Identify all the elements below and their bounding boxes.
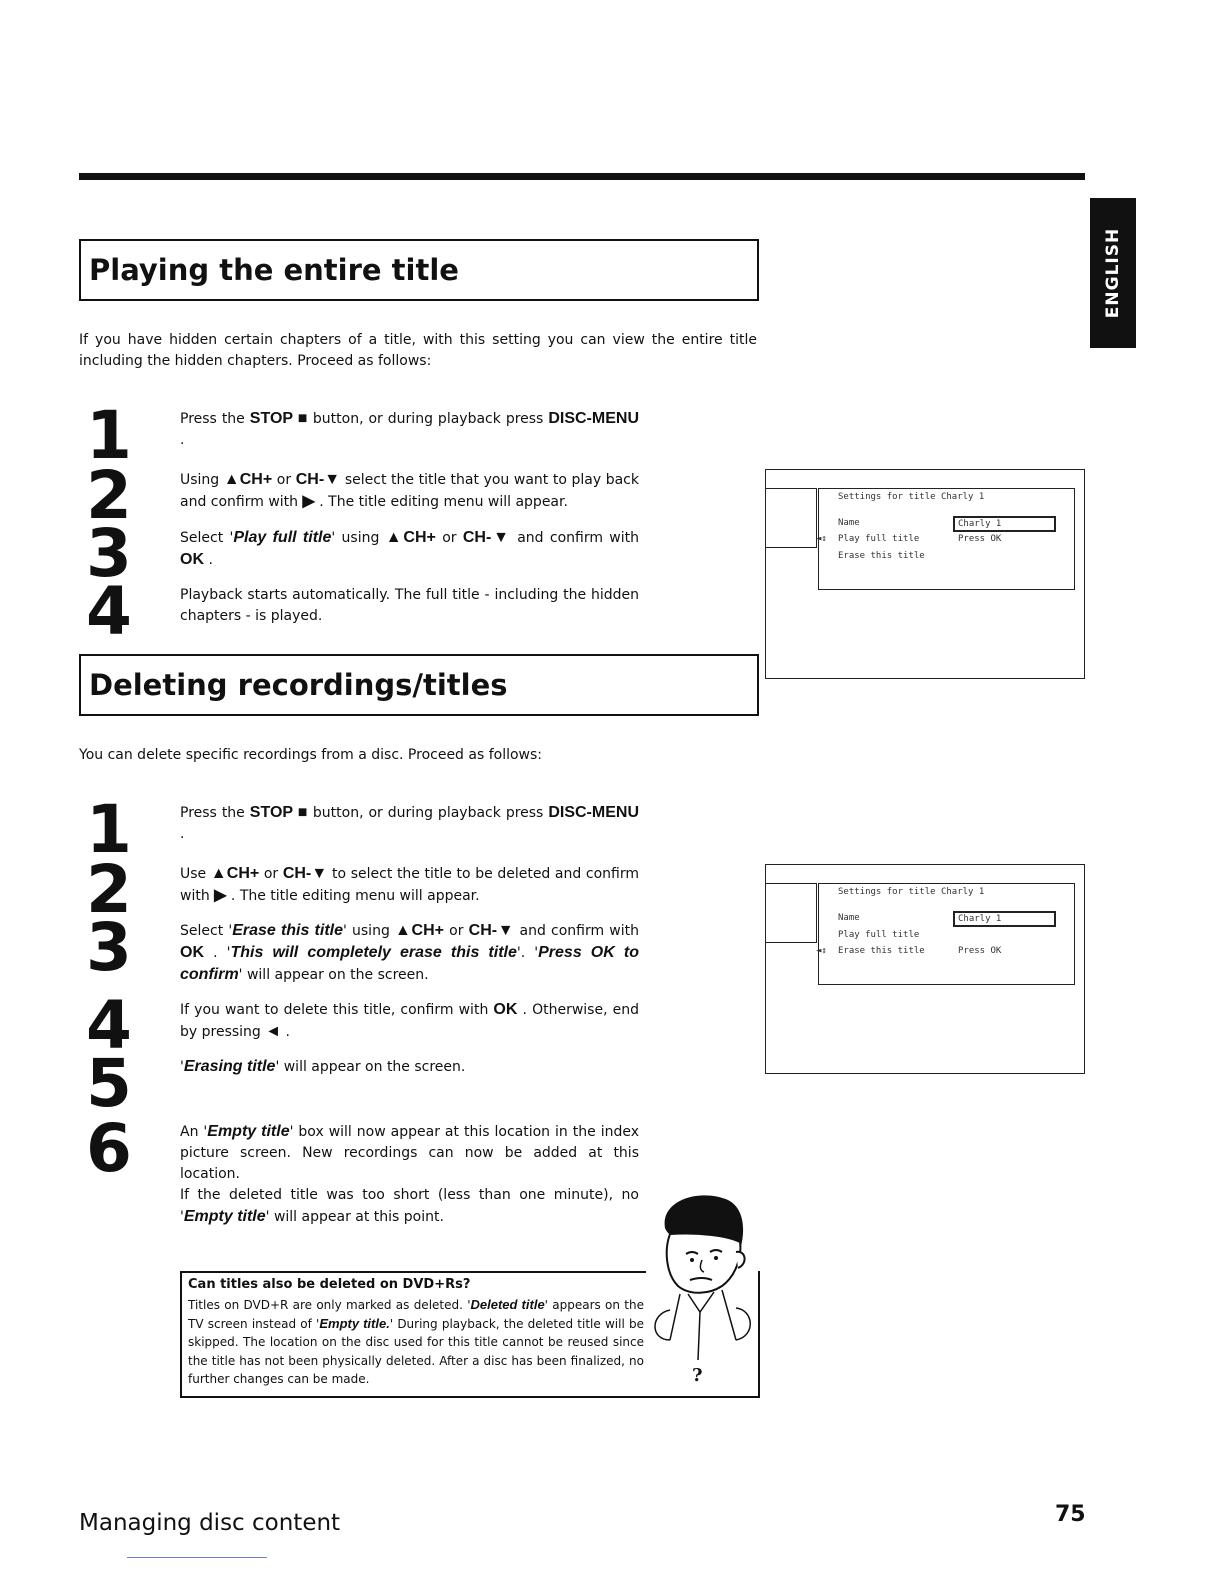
step-text: Press the STOP ■ button, or during playback press DISC-MENU .: [180, 804, 639, 842]
step-text: Use ▲CH+ or CH-▼ to select the title to be deleted and confirm with ▶ . The title editing menu will appear.: [180, 865, 639, 904]
tip-question: Can titles also be deleted on DVD+Rs?: [188, 1277, 471, 1292]
selection-arrow-icon: ◄↕: [816, 946, 827, 956]
step-text: An 'Empty title' box will now appear at this location in the index picture screen. New recordings can now be added at this location. If the deleted title was too short (less than one minute), no 'Empty title' will appear at this point.: [180, 1123, 639, 1225]
step-text: Press the STOP ■ button, or during playback press DISC-MENU .: [180, 410, 639, 448]
step-text: 'Erasing title' will appear on the screen.: [180, 1058, 466, 1075]
section-intro: If you have hidden certain chapters of a title, with this setting you can view the entire title including the hidden chapters. Proceed as follows:: [79, 332, 757, 369]
osd-item-action: Press OK: [958, 534, 1002, 544]
osd-header: Settings for title Charly 1: [838, 492, 985, 502]
disc-menu-key: DISC-MENU: [548, 804, 639, 821]
stop-key: STOP ■: [249, 804, 308, 821]
osd-name-field: Charly 1: [953, 911, 1056, 927]
osd-item-play-full: Play full title: [838, 534, 920, 544]
step-number: 1: [86, 397, 132, 474]
play-arrow-icon: ▶: [302, 493, 315, 510]
tip-answer: Titles on DVD+R are only marked as deleted. 'Deleted title' appears on the TV screen instead of 'Empty title.' During playback, the deleted title will be skipped. The location on the disc used for this title cannot be reused since the title has not been physically deleted. After a disc has been finalized, no further changes can be made.: [188, 1297, 644, 1386]
ch-up-key: ▲CH+: [385, 529, 436, 546]
ok-key: OK: [180, 944, 204, 961]
section-heading-box: [79, 239, 759, 301]
osd-item-play-full: Play full title: [838, 930, 920, 940]
ch-up-key: ▲CH+: [395, 922, 444, 939]
step-number: 5: [86, 1045, 132, 1122]
ch-down-key: CH-▼: [282, 865, 328, 882]
selection-bracket: [766, 488, 817, 548]
osd-item-erase: Erase this title: [838, 946, 925, 956]
ch-up-key: ▲CH+: [223, 471, 273, 488]
question-mark: ?: [692, 1365, 703, 1386]
step-text: Using ▲CH+ or CH-▼ select the title that you want to play back and confirm with ▶ . The title editing menu will appear.: [180, 471, 639, 510]
ok-key: OK: [180, 551, 204, 568]
tv-screen-illustration: [765, 469, 1085, 679]
step-text: Select 'Play full title' using ▲CH+ or CH-▼ and confirm with OK .: [180, 529, 640, 568]
ok-key: OK: [493, 1001, 518, 1018]
step-number: 3: [86, 909, 132, 986]
step-number: 4: [86, 987, 132, 1064]
disc-menu-key: DISC-MENU: [548, 410, 639, 427]
thinking-man-illustration: [640, 1190, 760, 1380]
selection-bracket: [766, 883, 817, 943]
step-number: 1: [86, 791, 132, 868]
language-tab: [1090, 198, 1136, 348]
selection-arrow-icon: ◄↕: [816, 534, 827, 544]
ch-down-key: CH-▼: [462, 529, 511, 546]
step-text: Select 'Erase this title' using ▲CH+ or CH-▼ and confirm with OK . 'This will completely erase this title'. 'Press OK to confirm' will appear on the screen.: [180, 922, 639, 983]
footer-link-underline: [127, 1557, 267, 1558]
osd-item-erase: Erase this title: [838, 551, 925, 561]
step-number: 3: [86, 515, 132, 592]
page-number: 75: [1055, 1502, 1086, 1527]
osd-name-field: Charly 1: [953, 516, 1056, 532]
osd-header: Settings for title Charly 1: [838, 887, 985, 897]
step-text: Playback starts automatically. The full title - including the hidden chapters - is played.: [180, 587, 639, 624]
step-number: 2: [86, 851, 132, 928]
play-arrow-icon: ▶: [214, 887, 227, 904]
section-title: Playing the entire title: [89, 253, 459, 287]
ch-down-key: CH-▼: [468, 922, 515, 939]
step-number: 2: [86, 457, 132, 534]
back-arrow-icon: ◄: [265, 1023, 282, 1040]
ch-up-key: ▲CH+: [210, 865, 260, 882]
section-intro: You can delete specific recordings from a disc. Proceed as follows:: [79, 747, 543, 763]
stop-key: STOP ■: [249, 410, 308, 427]
footer-section-title: Managing disc content: [79, 1510, 341, 1536]
osd-name-label: Name: [838, 913, 860, 923]
osd-item-action: Press OK: [958, 946, 1002, 956]
osd-name-label: Name: [838, 518, 860, 528]
top-rule: [79, 173, 1085, 180]
step-text: If you want to delete this title, confirm with OK . Otherwise, end by pressing ◄ .: [180, 1001, 639, 1040]
tv-screen-illustration: [765, 864, 1085, 1074]
language-tab-label: ENGLISH: [1103, 227, 1123, 319]
ch-down-key: CH-▼: [295, 471, 341, 488]
step-number: 4: [86, 573, 132, 650]
section-title: Deleting recordings/titles: [89, 668, 508, 702]
tip-content: [188, 1277, 644, 1389]
step-number: 6: [86, 1110, 132, 1187]
section-heading-box: [79, 654, 759, 716]
